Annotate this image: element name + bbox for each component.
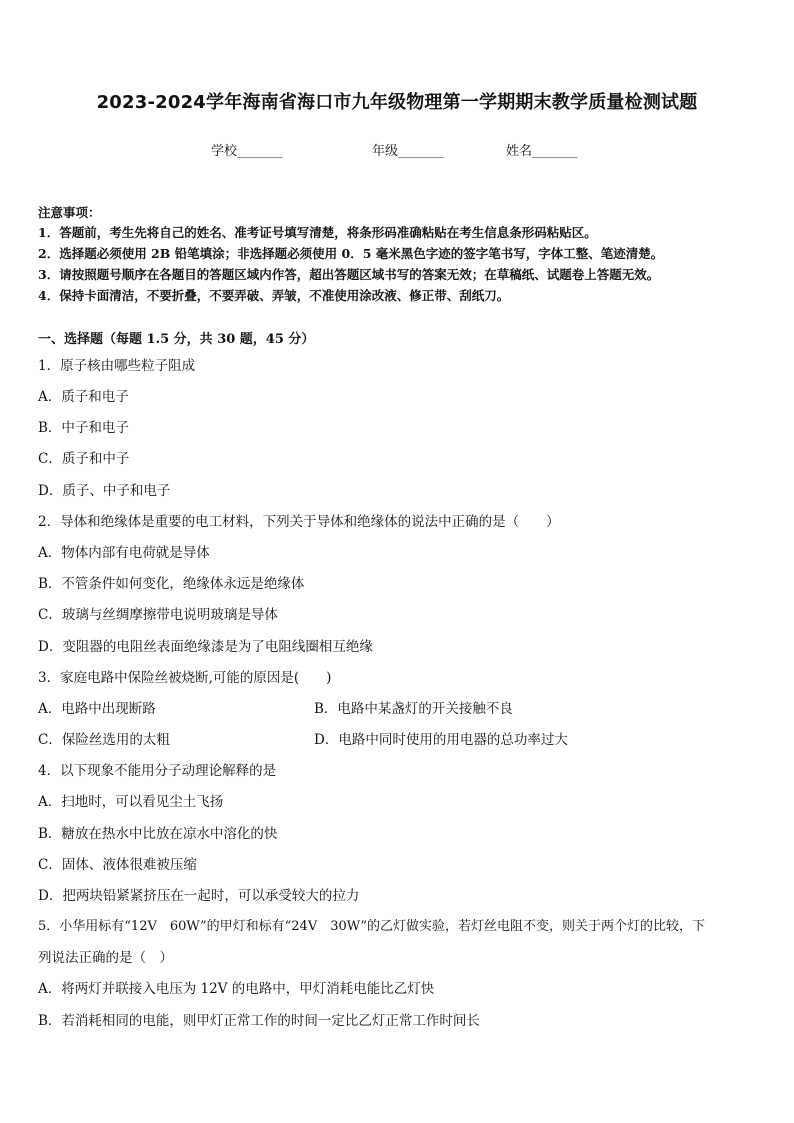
- option-c: C．质子和中子: [38, 451, 130, 467]
- question-stem: 1．原子核由哪些粒子阻成: [38, 358, 196, 374]
- option-b: B．不管条件如何变化，绝缘体永远是绝缘体: [38, 576, 305, 592]
- notice-item: 4．保持卡面清洁，不要折叠，不要弄破、弄皱，不准使用涂改液、修正带、刮纸刀。: [38, 288, 510, 303]
- option-d: D．质子、中子和电子: [38, 483, 171, 499]
- option-b: B．糖放在热水中比放在凉水中溶化的快: [38, 826, 278, 842]
- notice-item: 1．答题前，考生先将自己的姓名、准考证号填写清楚，将条形码准确粘贴在考生信息条形码粘贴区。: [38, 225, 597, 240]
- section-heading: 一、选择题（每题 1.5 分，共 30 题，45 分）: [38, 332, 315, 347]
- grade-field: 年级_______: [372, 144, 444, 159]
- school-field: 学校_______: [211, 144, 283, 159]
- option-a: A．扫地时，可以看见尘土飞扬: [38, 794, 224, 810]
- question-stem-continued: 列说法正确的是（ ）: [38, 950, 173, 966]
- option-a: A．物体内部有电荷就是导体: [38, 545, 210, 561]
- name-field: 姓名_______: [506, 144, 578, 159]
- notice-item: 3．请按照题号顺序在各题目的答题区域内作答，超出答题区域书写的答案无效；在草稿纸、试题卷上答题无效。: [38, 267, 660, 282]
- question-stem: 5．小华用标有“12V 60W”的甲灯和标有“24V 30W”的乙灯做实验，若灯丝电阻不变，则关于两个灯的比较，下: [38, 919, 706, 934]
- option-a: A．将两灯并联接入电压为 12V 的电路中，甲灯消耗电能比乙灯快: [38, 981, 435, 997]
- notice-heading: 注意事项：: [38, 205, 101, 220]
- option-c: C．玻璃与丝绸摩擦带电说明玻璃是导体: [38, 607, 278, 623]
- option-d: D．把两块铅紧紧挤压在一起时，可以承受较大的拉力: [38, 888, 360, 904]
- notice-item: 2．选择题必须使用 2B 铅笔填涂；非选择题必须使用 0．5 毫米黑色字迹的签字笔书写，字体工整、笔迹清楚。: [38, 246, 664, 261]
- option-b: B．若消耗相同的电能，则甲灯正常工作的时间一定比乙灯正常工作时间长: [38, 1013, 480, 1029]
- option-d: D．电路中同时使用的用电器的总功率过大: [314, 732, 568, 748]
- question-stem: 4．以下现象不能用分子动理论解释的是: [38, 763, 277, 779]
- question-stem: 3．家庭电路中保险丝被烧断,可能的原因是( ): [38, 670, 332, 686]
- option-b: B．中子和电子: [38, 420, 129, 436]
- option-c: C．固体、液体很难被压缩: [38, 857, 197, 873]
- option-a: A．质子和电子: [38, 389, 129, 405]
- option-a: A．电路中出现断路: [38, 701, 156, 717]
- option-d: D．变阻器的电阻丝表面绝缘漆是为了电阻线圈相互绝缘: [38, 639, 373, 655]
- page-title: 2023-2024学年海南省海口市九年级物理第一学期期末教学质量检测试题: [96, 92, 698, 113]
- option-c: C．保险丝选用的太粗: [38, 732, 170, 748]
- question-stem: 2．导体和绝缘体是重要的电工材料，下列关于导体和绝缘体的说法中正确的是（ ）: [38, 514, 560, 530]
- option-b: B．电路中某盏灯的开关接触不良: [314, 701, 513, 717]
